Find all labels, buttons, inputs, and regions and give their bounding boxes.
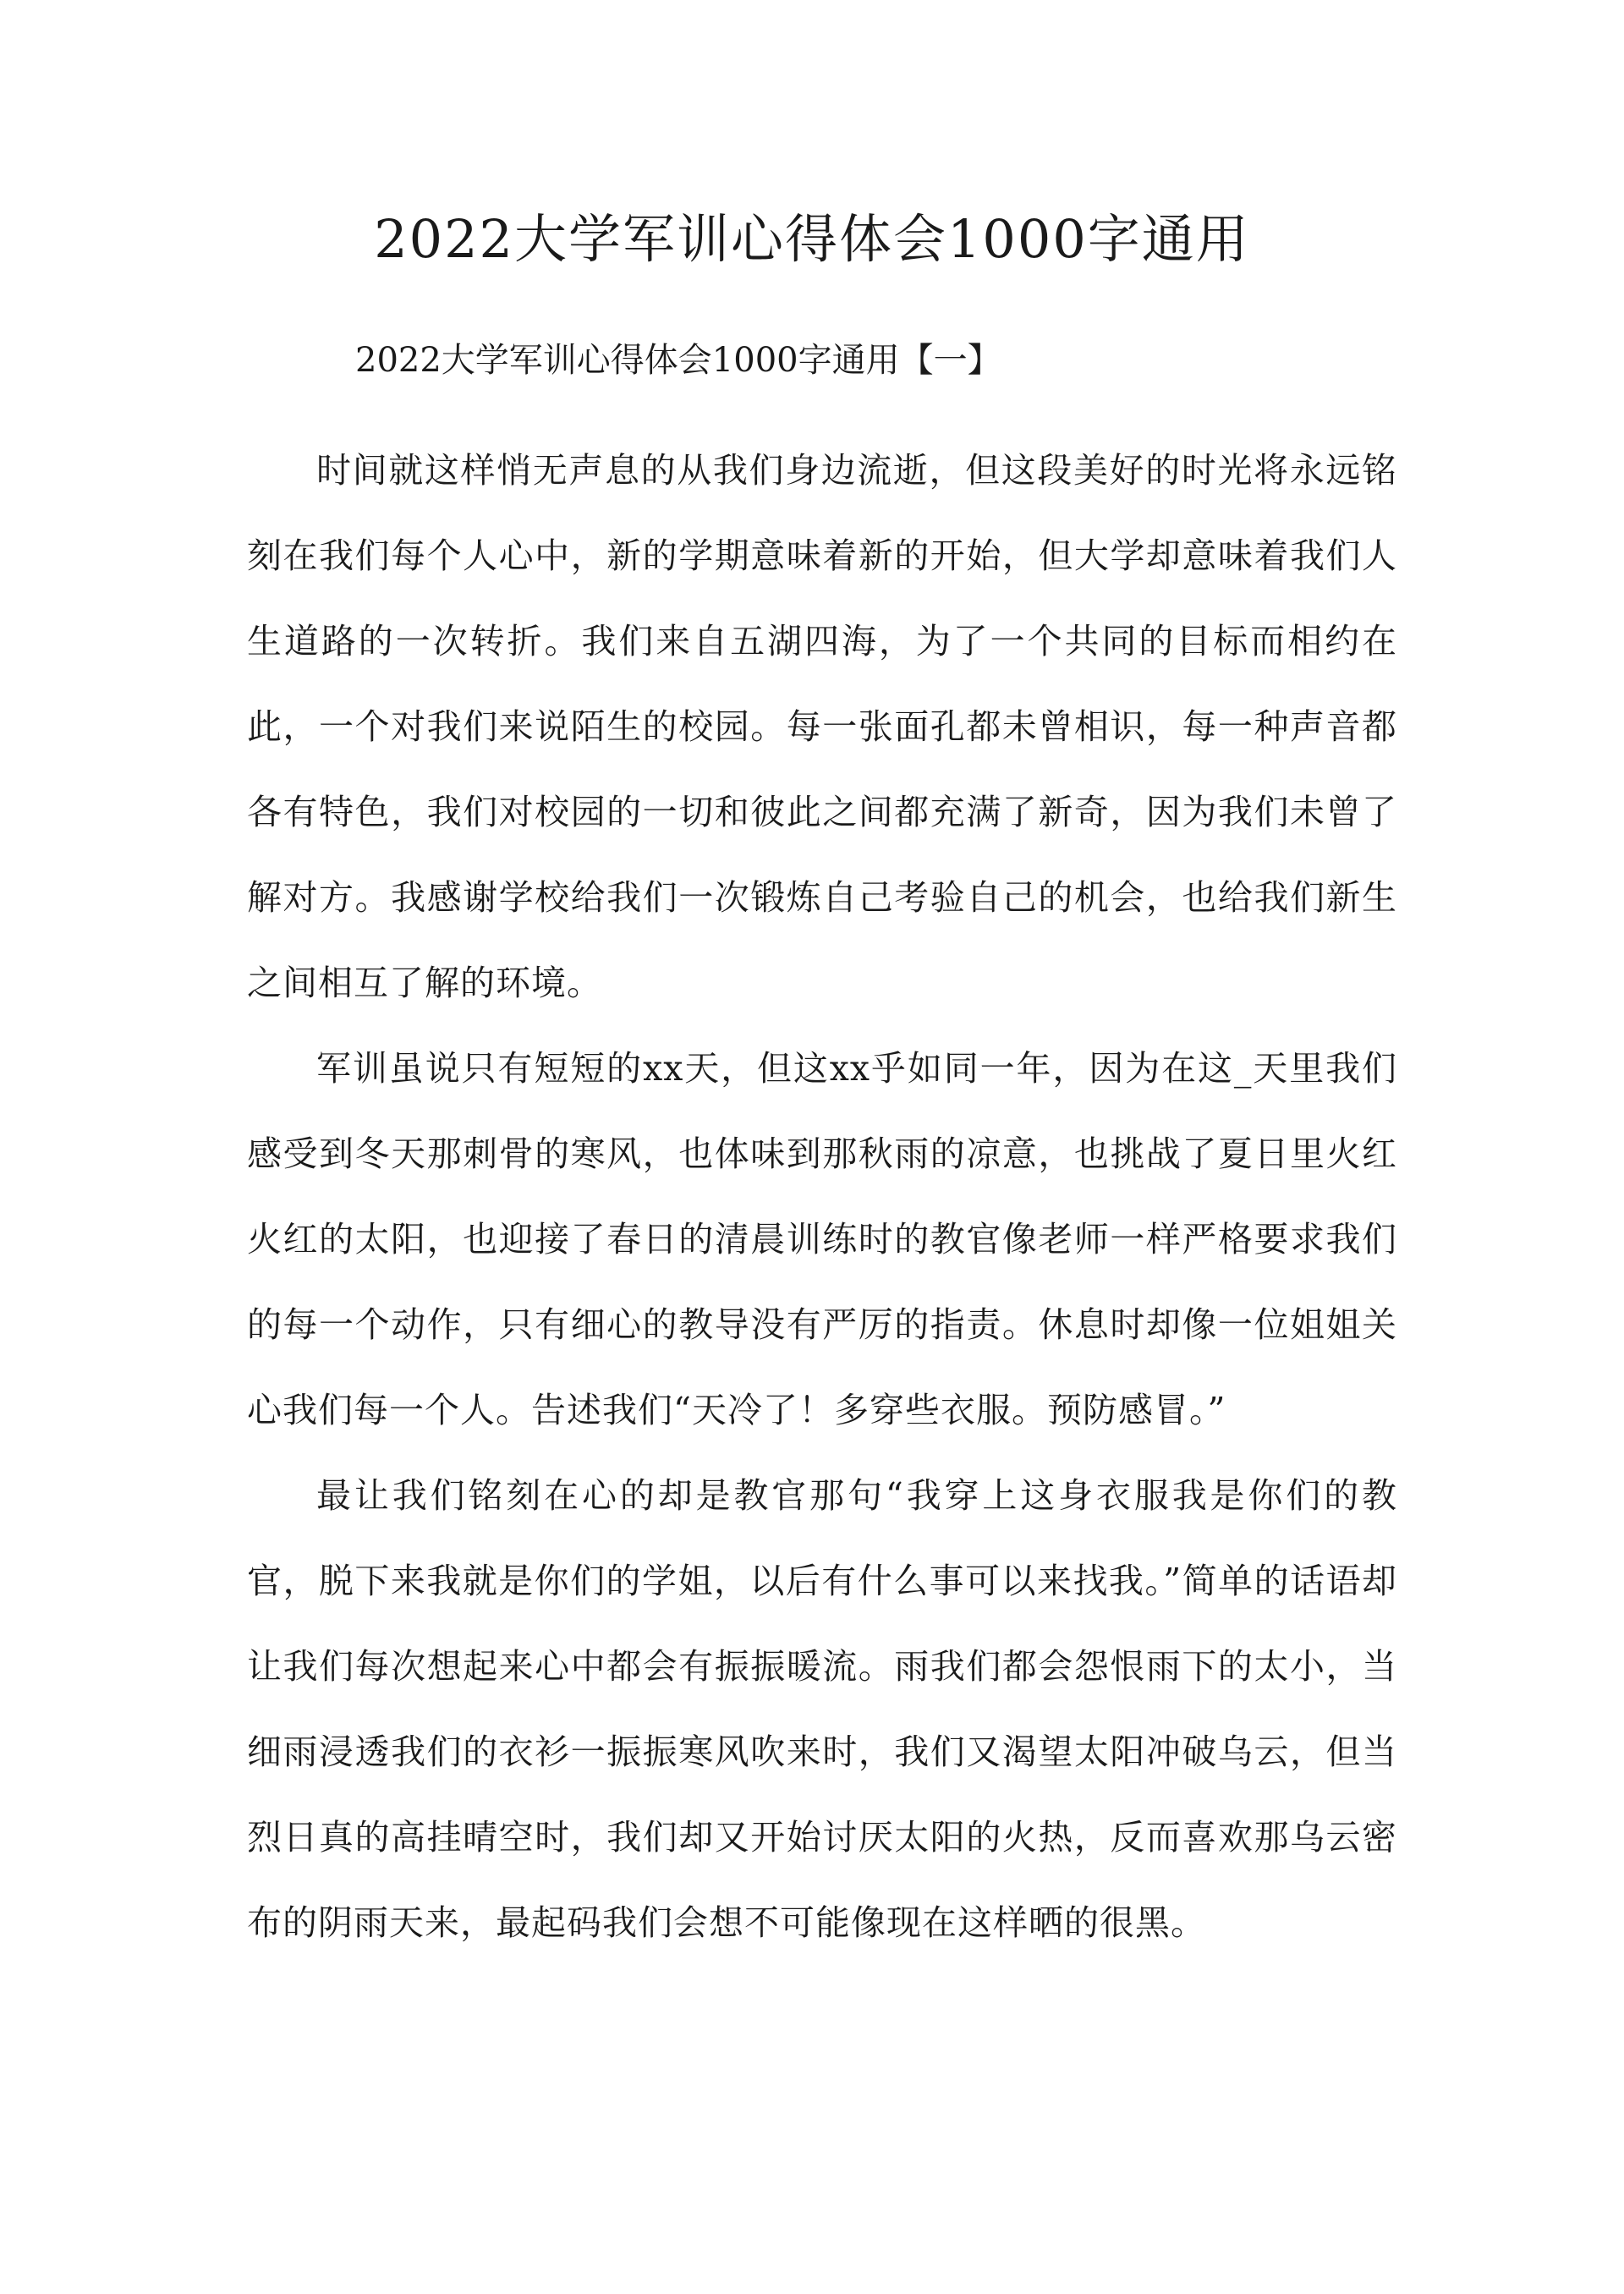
paragraph-1: 时间就这样悄无声息的从我们身边流逝，但这段美好的时光将永远铭刻在我们每个人心中，新的学期意味着新的开始，但大学却意味着我们人生道路的一次转折。我们来自五湖四海，为了一个共同的目标而相约在此，一个对我们来说陌生的校园。每一张面孔都未曾相识，每一种声音都各有特色，我们对校园的一切和彼此之间都充满了新奇，因为我们未曾了解对方。我感谢学校给我们一次锻炼自己考验自己的机会，也给我们新生之间相互了解的环境。 — [247, 450, 1397, 1003]
document-title: 2022大学军训心得体会1000字通用 — [374, 208, 1250, 270]
paragraph-2: 军训虽说只有短短的xx天，但这xx乎如同一年，因为在这_天里我们感受到冬天那刺骨的寒风，也体味到那秋雨的凉意，也挑战了夏日里火红火红的太阳，也迎接了春日的清晨训练时的教官像老师一样严格要求我们的每一个动作，只有细心的教导没有严厉的指责。休息时却像一位姐姐关心我们每一个人。告述我们“天冷了！多穿些衣服。预防感冒。” — [247, 1048, 1397, 1430]
paragraph-3: 最让我们铭刻在心的却是教官那句“我穿上这身衣服我是你们的教官，脱下来我就是你们的学姐，以后有什么事可以来找我。”简单的话语却让我们每次想起来心中都会有振振暖流。雨我们都会怨恨雨下的太小，当细雨浸透我们的衣衫一振振寒风吹来时，我们又渴望太阳冲破乌云，但当烈日真的高挂晴空时，我们却又开始讨厌太阳的火热，反而喜欢那乌云密布的阴雨天来，最起码我们会想不可能像现在这样晒的很黑。 — [247, 1475, 1397, 1943]
document-body — [247, 428, 1397, 1966]
section-heading: 2022大学军训心得体会1000字通用【一】 — [355, 341, 1001, 380]
